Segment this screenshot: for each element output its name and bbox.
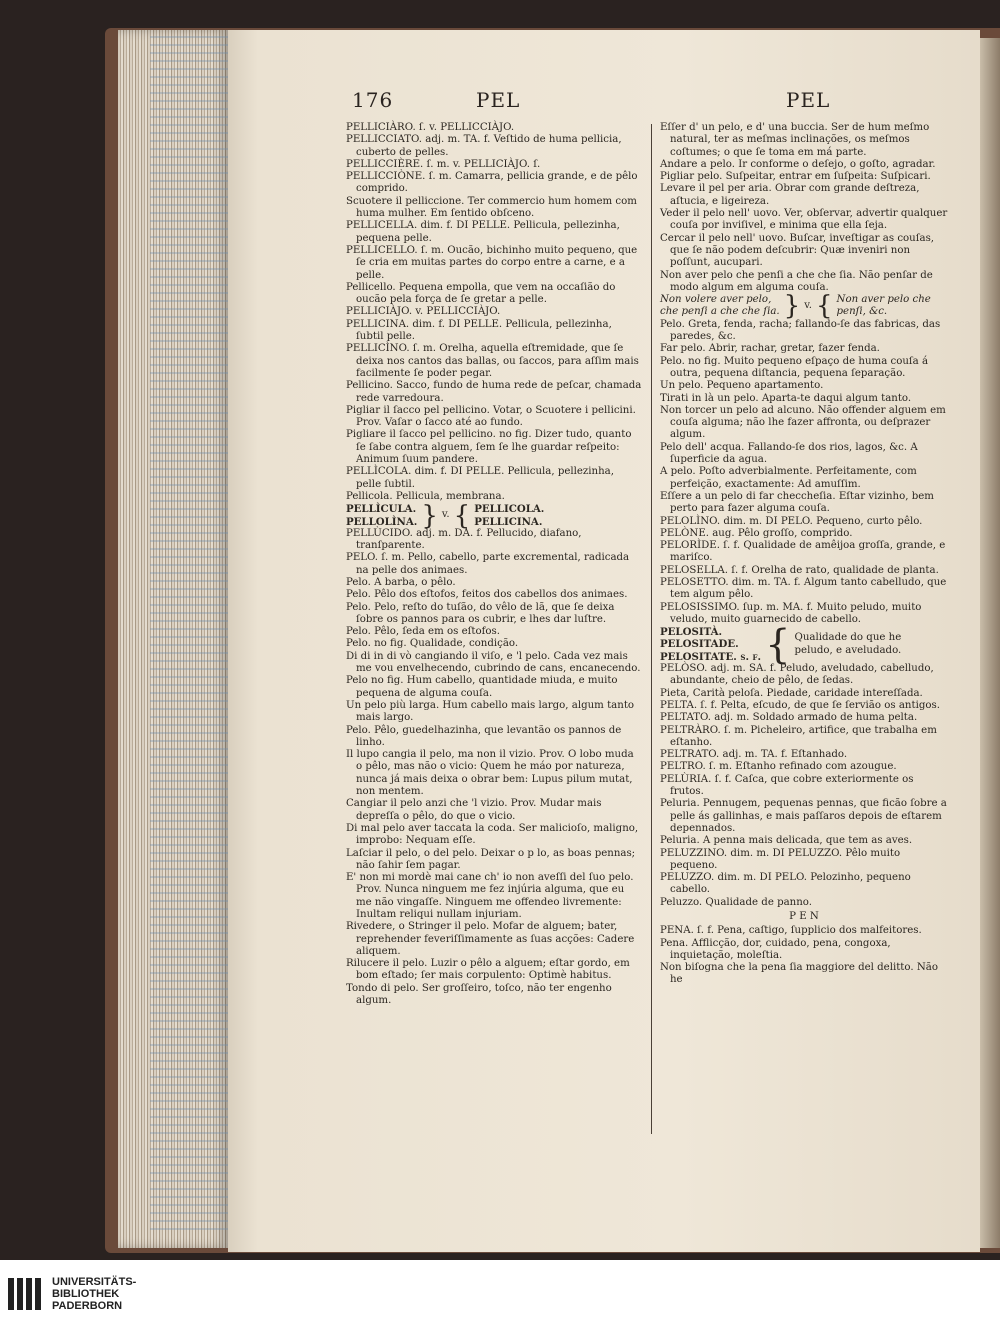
- library-name-line: PADERBORN: [52, 1300, 123, 1312]
- dictionary-entry: Peluria. A penna mais delicada, que tem as aves.: [660, 835, 913, 847]
- library-logo-icon: [6, 1274, 46, 1314]
- dictionary-entry: Peluzzo. Qualidade de panno.: [660, 896, 812, 908]
- dictionary-entry: Non aver pelo che penſi a che che ſia. Não penſar de modo algum em alguma couſa.: [660, 269, 933, 293]
- dictionary-entry: Pelo. A barba, o pêlo.: [346, 576, 456, 588]
- left-running-head: PEL: [476, 88, 521, 112]
- dictionary-entry: Cercar il pelo nell' uovo. Buſcar, inveſtigar as couſas, que ſe não podem deſcubrir: Quæ inveniri non poſſunt, aucupari.: [660, 232, 935, 269]
- dictionary-entry: Pigliare il ſacco pel pellicino. no fig. Dizer tudo, quanto ſe ſabe contra alguem, ſem ſe lhe guardar reſpeito: Animum ſuum pandere.: [346, 429, 632, 466]
- brace-headword: PELOSITATE. ſ. f.: [660, 650, 762, 663]
- dictionary-entry: Un pelo più larga. Hum cabello mais largo, algum tanto mais largo.: [346, 699, 635, 724]
- dictionary-entry: Eſſer d' un pelo, e d' una buccia. Ser de hum meſmo natural, ter as meſmas inclinações, os meſmos coſtumes; o que ſe toma em má parte.: [660, 122, 930, 158]
- left-column: [346, 122, 642, 1007]
- dictionary-entry: Laſciar il pelo, o del pelo. Deixar o p lo, as boas pennas; não ſahir ſem pagar.: [346, 847, 636, 871]
- dictionary-entry: PELORÌDE. ſ. f. Qualidade de amêijoa groſſa, grande, e mariſco.: [660, 540, 946, 564]
- dictionary-entry: PELLICELLA. dim. f. DI PELLE. Pellicula, pellezinha, pequena pelle.: [346, 220, 620, 244]
- brace-entry-left: PELLÌCULA. PELLOLÌNA. } v. { PELLICOLA. PELLICINA.: [346, 500, 545, 531]
- brace-target: PELLICINA.: [474, 515, 543, 528]
- dictionary-entry: Andare a pelo. Ir conforme o deſejo, o goſto, agradar.: [660, 158, 936, 170]
- dictionary-entry: A pelo. Poſto adverbialmente. Perfeitamente, com perfeição, exactamente: Ad amuſſim.: [660, 466, 917, 490]
- dictionary-entry: Pigliar il ſacco pel pellicino. Votar, o Scuotere i pellicini. Prov. Vaſar o ſacco até ao fundo.: [346, 404, 636, 429]
- dictionary-entry: Veder il pelo nell' uovo. Ver, obſervar, advertir qualquer couſa por inviſivel, e minima que ella ſeja.: [660, 208, 948, 232]
- page-edge-speckle: [150, 36, 228, 1236]
- dictionary-entry: PELTRATO. adj. m. TA. f. Eſtanhado.: [660, 749, 848, 761]
- section-head: P E N: [789, 911, 819, 922]
- dictionary-entry: PELÙRIA. ſ. f. Caſca, que cobre exteriormente os frutos.: [660, 773, 914, 798]
- dictionary-entry: Pellicola. Pellicula, membrana.: [346, 490, 505, 502]
- brace-entry-right: Non volere aver pelo, che penſi a che che ſia. } v. { Non aver pelo che penſi, &c.: [660, 291, 931, 322]
- dictionary-entry: Rilucere il pelo. Luzir o pêlo a alguem; eſtar gordo, em bom eſtado; ſer mais corpulento: Optimè habitus.: [346, 958, 630, 982]
- dictionary-entry: Pelo no fig. Hum cabello, quantidade miuda, e muito pequena de alguma couſa.: [346, 675, 618, 699]
- brace-ref: v.: [804, 300, 812, 312]
- brace-phrase: che penſi a che che ſia.: [660, 306, 780, 318]
- brace-target: penſi, &c.: [836, 306, 888, 318]
- dictionary-entry: Pelo. Pêlo, ſeda em os eſtofos.: [346, 626, 500, 638]
- dictionary-entry: PELOSELLA. ſ. f. Orelha de rato, qualidade de planta.: [660, 564, 939, 576]
- dictionary-entry: PELOSETTO. dim. m. TA. f. Algum tanto cabelludo, que tem algum pêlo.: [660, 576, 947, 601]
- dictionary-entry: PELTRO. ſ. m. Eſtanho refinado com azougue.: [660, 761, 897, 773]
- dictionary-entry: Far pelo. Abrir, rachar, gretar, fazer fenda.: [660, 343, 880, 355]
- dictionary-entry: Tirati in là un pelo. Aparta-te daqui algum tanto.: [660, 392, 912, 404]
- library-name-line: BIBLIOTHEK: [52, 1288, 120, 1300]
- brace-entry-pelosita: PELOSITÀ. PELOSITADE. PELOSITATE. ſ. f. { Qualidade do que he peludo, e aveludado.: [660, 626, 948, 663]
- dictionary-entry: PELLICÌNO. ſ. m. Orelha, aquella eſtremidade, que ſe deixa nos cantos das ballas, ou ſaccos, para aſſim mais facilmente ſe poder pegar.: [346, 343, 639, 379]
- dictionary-entry: Tondo di pelo. Ser groſſeiro, toſco, não ter engenho algum.: [346, 982, 612, 1007]
- dictionary-entry: PELUZZO. dim. m. DI PELO. Pelozinho, pequeno cabello.: [660, 872, 911, 896]
- dictionary-entry: Pieta, Carità peloſa. Piedade, caridade intereſſada.: [660, 687, 923, 699]
- brace-headword: PELOSITADE.: [660, 638, 739, 651]
- dictionary-entry: Pena. Afflicção, dor, cuidado, pena, congoxa, inquietação, moleſtia.: [660, 937, 891, 961]
- brace-definition: Qualidade do que he peludo, e aveludado.: [794, 632, 902, 656]
- library-name: [52, 1276, 136, 1312]
- dictionary-entry: PELLÙCIDO. adj. m. DA. f. Pellucido, diafano, tranſparente.: [346, 527, 582, 552]
- dictionary-entry: Non torcer un pelo ad alcuno. Não offender alguem em couſa alguma; não lhe fazer affronta, ou deſprazer algum.: [660, 404, 946, 441]
- dictionary-entry: Peluria. Pennugem, pequenas pennas, que ficão ſobre a pelle ás gallinhas, e mais paſſaros depois de eſtarem depennados.: [660, 798, 947, 834]
- dictionary-entry: PELOSISSIMO. ſup. m. MA. f. Muito peludo, muito veludo, muito guarnecido de cabello.: [660, 601, 922, 625]
- dictionary-entry: Un pelo. Pequeno apartamento.: [660, 380, 824, 392]
- brace-ref: v.: [441, 509, 450, 521]
- dictionary-entry: Di di in di vò cangiando il viſo, e 'l pelo. Cada vez mais me vou envelhecendo, cubrindo de cans, encanecendo.: [346, 650, 641, 675]
- dictionary-entry: Eſſere a un pelo di far checcheſia. Eſtar vizinho, bem perto para fazer alguma couſa.: [660, 490, 934, 515]
- dictionary-entry: Pelo. Pelo, reſto do tuſão, do vêlo de lã, que ſe deixa ſobre os pannos para os cubrir, e lhes dar luſtre.: [346, 601, 615, 625]
- dictionary-entry: PELTA. ſ. f. Pelta, eſcudo, de que ſe ſervião os antigos.: [660, 699, 940, 711]
- dictionary-entry: Pigliar pelo. Suſpeitar, entrar em ſuſpeita: Suſpicari.: [660, 171, 931, 183]
- brace-headword: PELOSITÀ.: [660, 626, 723, 639]
- dictionary-entry: PELO. ſ. m. Pello, cabello, parte excremental, radicada na pelle dos animaes.: [346, 552, 630, 576]
- dictionary-entry: PELLICIÀRO. ſ. v. PELLICCIÀJO.: [346, 122, 515, 133]
- dictionary-entry: Non biſogna che la pena ſia maggiore del delitto. Não he: [660, 962, 938, 986]
- dictionary-entry: PELLICCIÒNE. ſ. m. Camarra, pellicia grande, e de pêlo comprido.: [346, 171, 638, 195]
- dictionary-entry: Levare il pel per aria. Obrar com grande deſtreza, aſtucia, e ligeireza.: [660, 183, 920, 207]
- dictionary-entry: Il lupo cangia il pelo, ma non il vizio. Prov. O lobo muda o pêlo, mas não o vicio: Quem he máo por natureza, nunca já mais deixa o obrar bem: Lupus pilum mutat, non mentem.: [346, 749, 634, 798]
- library-name-line: UNIVERSITÄTS-: [52, 1276, 137, 1288]
- dictionary-entry: Scuotere il pelliccione. Ter commercio hum homem com huma mulher. Em ſentido obſceno.: [346, 195, 637, 220]
- dictionary-entry: PELLICIÀJO. v. PELLICCIÀJO.: [346, 306, 501, 318]
- column-divider: [651, 124, 652, 1134]
- dictionary-entry: PELLICELLO. ſ. m. Oucão, bichinho muito pequeno, que ſe cria em muitas partes do corpo entre a carne, e a pelle.: [346, 244, 638, 281]
- page-number: 176: [352, 88, 394, 112]
- dictionary-entry: Rivedere, o Stringer il pelo. Mofar de alguem; bater, reprehender feveriſſimamente as ſuas acções: Cadere aliquem.: [346, 921, 635, 957]
- brace-headword: PELLÌCULA.: [346, 503, 417, 516]
- dictionary-entry: Pelo. Greta, fenda, racha; fallando-ſe das fabricas, das paredes, &c.: [660, 318, 941, 343]
- dictionary-entry: Pelo. no fig. Muito pequeno eſpaço de huma couſa á outra, pequena diſtancia, pequena ſeparação.: [660, 355, 929, 379]
- dictionary-entry: PELLICCIÈRE. ſ. m. v. PELLICIÀJO. ſ.: [346, 158, 541, 170]
- dictionary-entry: E' non mi mordè mai cane ch' io non aveſſi del ſuo pelo. Prov. Nunca ninguem me fez injúria alguma, que eu me não vingaſſe. Ninguem me offendeo livremente: Inultam reliqui nullam injuriam.: [346, 872, 634, 920]
- dictionary-entry: PELUZZINO. dim. m. DI PELUZZO. Pêlo muito pequeno.: [660, 847, 901, 871]
- dictionary-entry: Pellicino. Sacco, fundo de huma rede de peſcar, chamada rede varredoura.: [346, 380, 642, 404]
- dictionary-entry: PELOLÌNO. dim. m. DI PELO. Pequeno, curto pêlo.: [660, 515, 923, 527]
- dictionary-entry: Cangiar il pelo anzi che 'l vizio. Prov. Mudar mais depreſſa o pêlo, do que o vicio.: [346, 798, 602, 822]
- right-column: [660, 122, 948, 987]
- brace-target: Non aver pelo che: [836, 294, 931, 306]
- right-running-head: PEL: [786, 88, 831, 112]
- brace-target: PELLICOLA.: [474, 503, 545, 516]
- dictionary-entry: PELÒNE. aug. Pêlo groſſo, comprido.: [660, 527, 853, 539]
- dictionary-entry: PELLÌCOLA. dim. f. DI PELLE. Pellicula, pellezinha, pelle ſubtil.: [346, 466, 614, 490]
- library-footer: [0, 1260, 1000, 1330]
- dictionary-entry: PELLICCIATO. adj. m. TA. f. Veſtido de huma pellicia, cuberto de pelles.: [346, 134, 622, 158]
- brace-phrase: Non volere aver pelo,: [660, 294, 772, 306]
- dictionary-entry: Di mal pelo aver taccata la coda. Ser malicioſo, maligno, improbo: Nequam eſſe.: [346, 822, 639, 847]
- dictionary-entry: Pellicello. Pequena empolla, que vem na occaſião do oucão pela força de ſe gretar a pelle.: [346, 281, 616, 306]
- dictionary-entry: PELLICINA. dim. f. DI PELLE. Pellicula, pellezinha, ſubtil pelle.: [346, 318, 612, 343]
- dictionary-entry: PELTRÀRO. ſ. m. Picheleiro, artifice, que trabalha em eſtanho.: [660, 724, 937, 748]
- dictionary-entry: Pelo. no fig. Qualidade, condição.: [346, 638, 519, 650]
- dictionary-entry: PENA. ſ. f. Pena, caſtigo, ſupplicio dos malfeitores.: [660, 925, 922, 937]
- dictionary-entry: Pelo. Pêlo dos eſtofos, feitos dos cabellos dos animaes.: [346, 589, 628, 601]
- dictionary-entry: Pelo dell' acqua. Fallando-ſe dos rios, lagos, &c. A ſuperficie da agua.: [660, 441, 918, 466]
- brace-headword: PELLOLÌNA.: [346, 515, 418, 528]
- dictionary-entry: PELÒSO. adj. m. SA. f. Peludo, aveludado, cabelludo, abundante, cheio de pêlo, de ſedas.: [660, 663, 934, 687]
- dictionary-entry: Pelo. Pêlo, guedelhazinha, que levantão os pannos de linho.: [346, 724, 622, 748]
- facing-page-edge: [980, 38, 1000, 1248]
- dictionary-entry: PELTATO. adj. m. Soldado armado de huma pelta.: [660, 712, 918, 724]
